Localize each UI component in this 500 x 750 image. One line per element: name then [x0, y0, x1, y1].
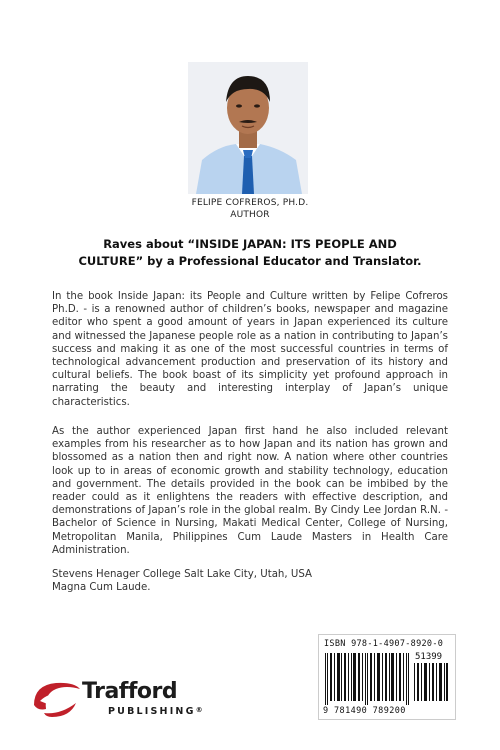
publisher-logo	[30, 675, 230, 725]
trademark-symbol: ®	[195, 706, 203, 714]
author-photo	[188, 62, 308, 194]
author-caption	[150, 197, 350, 221]
author-role: AUTHOR	[230, 210, 270, 220]
price-code: 51399	[415, 652, 443, 662]
review-paragraph-1: In the book Inside Japan: its People and Culture written by Felipe Cofreros Ph.D. - is a renowned author of children’s books, newspaper and magazine editor who spent a good amount of years in Japan experienced its culture and witnessed the Japanese people role as a nation in contributing to Japan’s success and making it as one of the most successful countries in terms of technological advancement production and preservation of its history and cultural beliefs. The book boast of its simplicity yet profound approach in narrating the beauty and interesting interplay of Japan’s unique characteristics.	[52, 291, 448, 408]
review-paragraph-2: As the author experienced Japan first hand he also included relevant examples from his researcher as to how Japan and its nation has grown and blossomed as a nation then and right now. A nation where other countries look up to in areas of economic growth and stability technology, education and government. The details provided in the book can be imbibed by the reader could as it enlightens the readers with effective description, and demonstrations of Japan’s role in the global realm. By Cindy Lee Jordan R.N. - Bachelor of Science in Nursing, Makati Medical Center, College of Nursing, Metropolitan Manila, Philippines Cum Laude Masters in Health Care Administration.	[52, 426, 448, 556]
raves-suffix: by a Professional Educator and Translator.	[143, 254, 422, 268]
barcode-digits: 9 781490 789200	[323, 706, 406, 716]
trafford-swoosh-icon	[30, 675, 82, 719]
publisher-sub-label: PUBLISHING	[108, 706, 196, 717]
addon-barcode-bars	[414, 663, 448, 701]
college-line: Stevens Henager College Salt Lake City, Utah, USA	[52, 569, 312, 580]
raves-line-1	[55, 236, 445, 253]
book-title-part-2: CULTURE”	[78, 254, 144, 268]
barcode	[318, 634, 456, 720]
raves-heading	[55, 236, 445, 270]
honor-line: Magna Cum Laude.	[52, 582, 151, 593]
author-portrait-image	[188, 62, 308, 194]
publisher-name: Trafford	[82, 679, 178, 704]
raves-prefix: Raves about “	[103, 237, 196, 251]
author-name: FELIPE COFREROS, PH.D.	[191, 198, 309, 208]
isbn-label: ISBN 978-1-4907-8920-0	[324, 639, 444, 649]
publisher-sub	[108, 706, 203, 717]
raves-line-2	[55, 253, 445, 270]
book-title-part-1: INSIDE JAPAN: ITS PEOPLE AND	[195, 237, 397, 251]
ean-barcode-bars	[325, 653, 409, 705]
